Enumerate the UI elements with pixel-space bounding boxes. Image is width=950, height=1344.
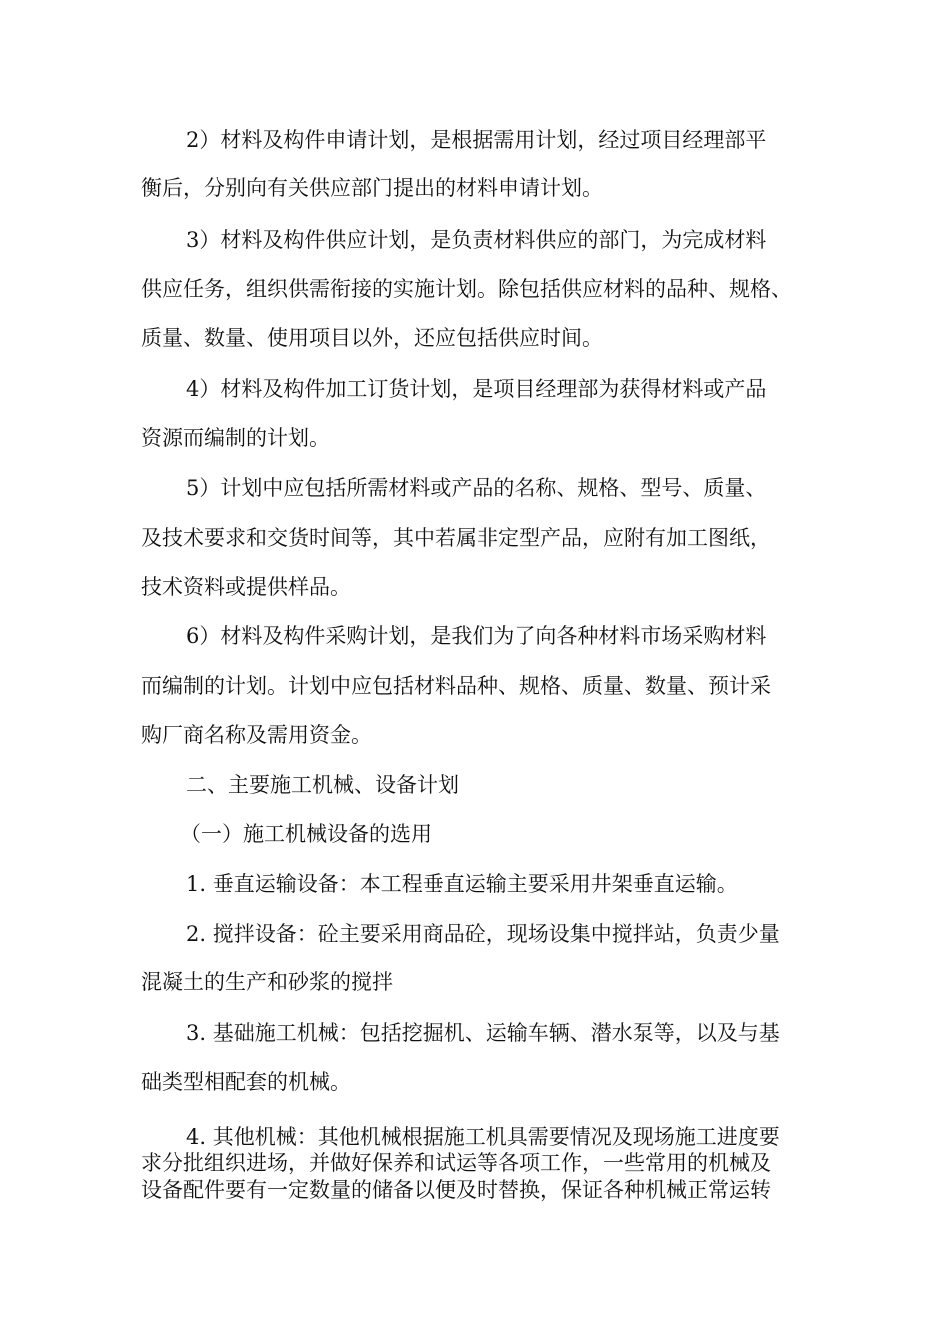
subsection-heading: （一）施工机械设备的选用 (180, 822, 432, 846)
section-heading: 二、主要施工机械、设备计划 (186, 773, 459, 797)
paragraph-line: 设备配件要有一定数量的储备以便及时替换，保证各种机械正常运转 (141, 1178, 771, 1202)
paragraph-line: 衡后，分别向有关供应部门提出的材料申请计划。 (141, 176, 603, 200)
paragraph-line: 供应任务，组织供需衔接的实施计划。除包括供应材料的品种、规格、 (141, 277, 792, 301)
paragraph-line: 3）材料及构件供应计划，是负责材料供应的部门，为完成材料 (186, 228, 767, 252)
paragraph-line: 而编制的计划。计划中应包括材料品种、规格、质量、数量、预计采 (141, 674, 771, 698)
paragraph-line: 技术资料或提供样品。 (141, 575, 351, 599)
list-item: 1. 垂直运输设备：本工程垂直运输主要采用井架垂直运输。 (186, 872, 738, 896)
paragraph-line: 求分批组织进场，并做好保养和试运等各项工作，一些常用的机械及 (141, 1151, 771, 1175)
paragraph-line: 及技术要求和交货时间等，其中若属非定型产品，应附有加工图纸， (141, 526, 771, 550)
paragraph-line: 购厂商名称及需用资金。 (141, 723, 372, 747)
paragraph-line: 4）材料及构件加工订货计划，是项目经理部为获得材料或产品 (186, 377, 767, 401)
paragraph-line: 5）计划中应包括所需材料或产品的名称、规格、型号、质量、 (186, 476, 767, 500)
list-item: 3. 基础施工机械：包括挖掘机、运输车辆、潜水泵等，以及与基 (186, 1021, 780, 1045)
paragraph-line: 资源而编制的计划。 (141, 426, 330, 450)
paragraph-line: 6）材料及构件采购计划，是我们为了向各种材料市场采购材料 (186, 624, 767, 648)
paragraph-line: 混凝土的生产和砂浆的搅拌 (141, 970, 393, 994)
list-item: 2. 搅拌设备：砼主要采用商品砼，现场设集中搅拌站，负责少量 (186, 922, 780, 946)
paragraph-line: 质量、数量、使用项目以外，还应包括供应时间。 (141, 326, 603, 350)
list-item: 4. 其他机械：其他机械根据施工机具需要情况及现场施工进度要 (186, 1125, 780, 1149)
paragraph-line: 2）材料及构件申请计划，是根据需用计划，经过项目经理部平 (186, 128, 767, 152)
paragraph-line: 础类型相配套的机械。 (141, 1070, 351, 1094)
